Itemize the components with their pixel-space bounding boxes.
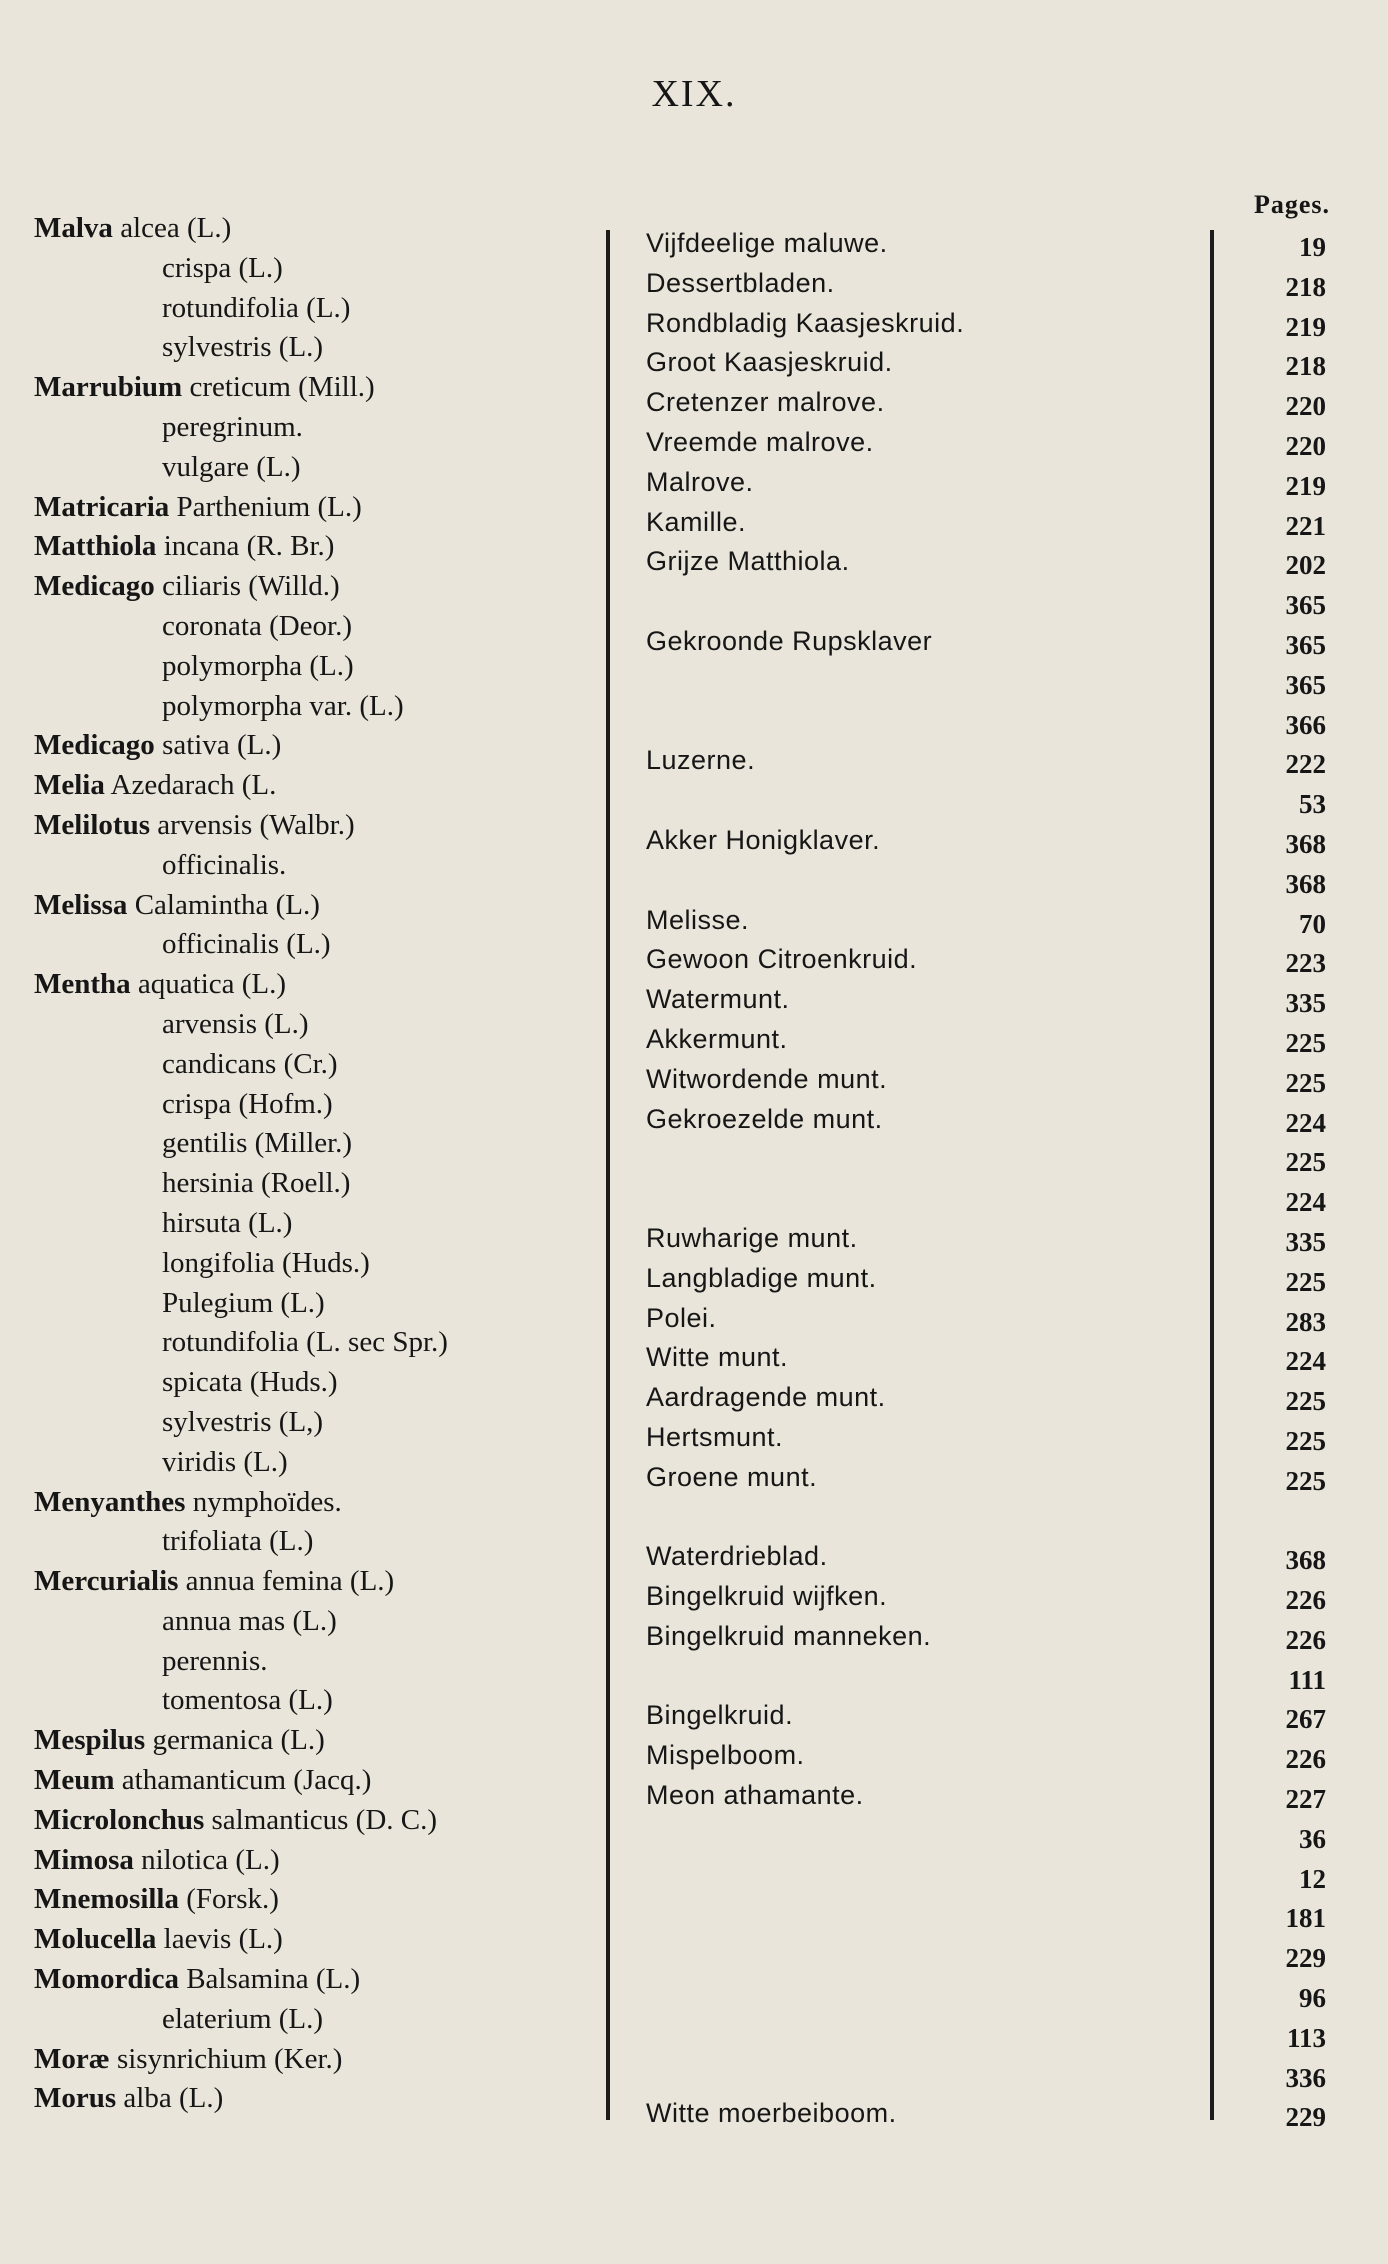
- genus-name: Morus: [34, 2082, 117, 2115]
- species-name: gentilis (Miller.): [162, 1127, 353, 1160]
- species-name: (Forsk.): [186, 1883, 279, 1916]
- page-reference: 70: [1299, 908, 1326, 939]
- species-name: rotundifolia (L.): [162, 291, 351, 324]
- dutch-name: Ruwharige munt.: [646, 1222, 858, 1253]
- genus-name: Matricaria: [34, 490, 170, 523]
- dutch-name: Langbladige munt.: [646, 1262, 877, 1293]
- genus-name: Mercurialis: [34, 1565, 179, 1598]
- latin-name: [162, 1167, 350, 1200]
- species-name: polymorpha var. (L.): [162, 689, 404, 722]
- latin-name: [162, 1207, 292, 1240]
- index-row: [0, 1127, 1388, 1178]
- species-name: hirsuta (L.): [162, 1206, 293, 1239]
- species-name: longifolia (Huds.): [162, 1246, 370, 1279]
- species-name: peregrinum.: [162, 410, 303, 443]
- dutch-name: Polei.: [646, 1302, 717, 1333]
- genus-name: Malva: [34, 212, 113, 244]
- genus-name: Melia: [34, 769, 105, 802]
- species-name: Parthenium (L.): [176, 490, 362, 523]
- index-row: [0, 1167, 1388, 1218]
- genus-name: Mespilus: [34, 1724, 146, 1757]
- page-reference: 224: [1285, 1107, 1326, 1138]
- page-reference: 219: [1285, 470, 1326, 501]
- latin-name: [162, 1525, 313, 1558]
- species-name: trifoliata (L.): [162, 1525, 314, 1558]
- index-row: [0, 371, 1388, 422]
- genus-name: Mentha: [34, 968, 131, 1001]
- latin-name: [162, 331, 323, 364]
- species-name: creticum (Mill.): [189, 371, 375, 404]
- species-name: tomentosa (L.): [162, 1684, 333, 1717]
- index-row: [0, 1405, 1388, 1456]
- genus-name: Marrubium: [34, 371, 183, 404]
- latin-name: [162, 1127, 352, 1160]
- dutch-name: Witte moerbeiboom.: [646, 2098, 897, 2129]
- index-row: [0, 2042, 1388, 2093]
- index-row: [0, 1724, 1388, 1775]
- latin-name: [34, 889, 320, 922]
- page-reference: 220: [1285, 430, 1326, 461]
- page-reference: 220: [1285, 391, 1326, 422]
- dutch-name: Cretenzer malrove.: [646, 387, 885, 418]
- index-row: [0, 1326, 1388, 1377]
- genus-name: Menyanthes: [34, 1485, 186, 1518]
- genus-name: Melissa: [34, 888, 128, 921]
- species-name: alba (L.): [123, 2082, 224, 2115]
- genus-name: Melilotus: [34, 808, 150, 841]
- page-reference: 225: [1285, 1027, 1326, 1058]
- index-row: [0, 1087, 1388, 1138]
- dutch-name: Bingelkruid.: [646, 1700, 794, 1731]
- page-reference: 36: [1299, 1823, 1326, 1854]
- genus-name: Matthiola: [34, 530, 157, 563]
- index-row: [0, 490, 1388, 541]
- index-row: [0, 2002, 1388, 2053]
- pages-column-header: Pages.: [1253, 190, 1330, 219]
- page-reference: 225: [1285, 1147, 1326, 1178]
- latin-name: [34, 968, 286, 1001]
- species-name: sativa (L.): [162, 729, 282, 762]
- species-name: viridis (L.): [162, 1445, 288, 1478]
- latin-name: [162, 1287, 325, 1320]
- species-name: Pulegium (L.): [162, 1286, 325, 1319]
- latin-name: [162, 1684, 333, 1717]
- dutch-name: Waterdrieblad.: [646, 1541, 828, 1572]
- page-reference: 181: [1285, 1903, 1326, 1934]
- species-name: crispa (L.): [162, 251, 283, 284]
- page-reference: 267: [1285, 1704, 1326, 1735]
- species-name: sylvestris (L.): [162, 331, 324, 364]
- index-row: [0, 1604, 1388, 1655]
- species-name: annua femina (L.): [185, 1565, 395, 1598]
- index-row: [0, 410, 1388, 461]
- index-row: [0, 1883, 1388, 1934]
- species-name: Balsamina (L.): [186, 1963, 361, 1996]
- latin-name: [162, 252, 283, 285]
- species-name: candicans (Cr.): [162, 1047, 338, 1080]
- latin-name: [34, 2043, 342, 2076]
- dutch-name: Vreemde malrove.: [646, 426, 874, 457]
- latin-name: [34, 491, 362, 524]
- page-reference: 111: [1288, 1664, 1326, 1695]
- latin-name: [34, 1486, 342, 1519]
- page-reference: 202: [1285, 550, 1326, 581]
- index-row: [0, 1684, 1388, 1735]
- page-reference: 368: [1285, 1545, 1326, 1576]
- page-reference: 283: [1285, 1306, 1326, 1337]
- species-name: sylvestris (L,): [162, 1405, 324, 1438]
- index-row: [0, 1007, 1388, 1058]
- latin-name: [162, 1247, 370, 1280]
- species-name: coronata (Deor.): [162, 609, 353, 642]
- page-reference: 12: [1299, 1863, 1326, 1894]
- index-row: [0, 729, 1388, 780]
- species-name: crispa (Hofm.): [162, 1087, 333, 1120]
- page-reference: 226: [1285, 1585, 1326, 1616]
- latin-name: [162, 1048, 338, 1081]
- latin-name: [34, 371, 375, 404]
- latin-name: [162, 849, 286, 882]
- species-name: nymphoïdes.: [192, 1485, 342, 1518]
- latin-name: [34, 1804, 437, 1837]
- page-reference: 366: [1285, 709, 1326, 740]
- index-row: [0, 689, 1388, 740]
- index-row: [0, 649, 1388, 700]
- dutch-name: Aardragende munt.: [646, 1382, 886, 1413]
- index-row: [0, 1525, 1388, 1576]
- dutch-name: Luzerne.: [646, 745, 756, 776]
- index-row: [0, 1565, 1388, 1616]
- index-row: [0, 1047, 1388, 1098]
- latin-name: [34, 212, 231, 245]
- latin-name: [162, 1366, 338, 1399]
- index-row: [0, 1803, 1388, 1854]
- index-row: [0, 1366, 1388, 1417]
- species-name: arvensis (L.): [162, 1007, 309, 1040]
- dutch-name: Bingelkruid manneken.: [646, 1620, 932, 1651]
- page-reference: 335: [1285, 1226, 1326, 1257]
- latin-name: [34, 530, 334, 563]
- dutch-name: Akker Honigklaver.: [646, 824, 881, 855]
- latin-name: [34, 1724, 325, 1757]
- species-name: Azedarach (L.: [110, 769, 277, 802]
- page-reference: 113: [1286, 2022, 1326, 2053]
- page-reference: 226: [1285, 1624, 1326, 1655]
- latin-name: [34, 1923, 283, 1956]
- species-name: incana (R. Br.): [163, 530, 335, 563]
- latin-name: [34, 1565, 394, 1598]
- index-row: [0, 888, 1388, 939]
- genus-name: Mnemosilla: [34, 1883, 179, 1916]
- latin-name: [34, 809, 355, 842]
- dutch-name: Meon athamante.: [646, 1780, 864, 1811]
- page-reference: 365: [1285, 669, 1326, 700]
- genus-name: Meum: [34, 1764, 115, 1797]
- latin-name: [162, 1446, 288, 1479]
- species-name: elaterium (L.): [162, 2002, 324, 2035]
- genus-name: Momordica: [34, 1963, 179, 1996]
- page-reference: 218: [1285, 271, 1326, 302]
- page-number: XIX.: [651, 73, 737, 115]
- species-name: hersinia (Roell.): [162, 1167, 351, 1200]
- page-reference: 365: [1285, 590, 1326, 621]
- latin-name: [162, 1406, 323, 1439]
- genus-name: Medicago: [34, 570, 155, 603]
- dutch-name: Dessertbladen.: [646, 267, 835, 298]
- index-row: [0, 1923, 1388, 1974]
- dutch-name: Akkermunt.: [646, 1023, 788, 1054]
- species-index-list: [0, 212, 1388, 2133]
- index-row: [0, 928, 1388, 979]
- species-name: arvensis (Walbr.): [157, 808, 355, 841]
- species-name: vulgare (L.): [162, 450, 301, 483]
- index-row: [0, 968, 1388, 1019]
- index-row: [0, 609, 1388, 660]
- index-row: [0, 1644, 1388, 1695]
- species-name: laevis (L.): [163, 1923, 283, 1956]
- species-name: perennis.: [162, 1644, 268, 1677]
- page-reference: 225: [1285, 1067, 1326, 1098]
- index-row: [0, 1843, 1388, 1894]
- dutch-name: Hertsmunt.: [646, 1421, 784, 1452]
- latin-name: [162, 411, 303, 444]
- latin-name: [162, 2003, 323, 2036]
- genus-name: Mimosa: [34, 1843, 134, 1876]
- species-name: Calamintha (L.): [134, 888, 320, 921]
- page-reference: 221: [1285, 510, 1326, 541]
- page-reference: 229: [1285, 1943, 1326, 1974]
- dutch-name: Vijfdeelige maluwe.: [646, 228, 888, 258]
- index-row: [0, 1246, 1388, 1297]
- dutch-name: Gewoon Citroenkruid.: [646, 944, 918, 975]
- index-row: [0, 1764, 1388, 1815]
- latin-name: [162, 1088, 333, 1121]
- genus-name: Medicago: [34, 729, 155, 762]
- latin-name: [162, 451, 301, 484]
- genus-name: Microlonchus: [34, 1803, 205, 1836]
- latin-name: [34, 2082, 223, 2115]
- latin-name: [162, 1326, 448, 1359]
- latin-name: [34, 1963, 360, 1996]
- dutch-name: Groot Kaasjeskruid.: [646, 347, 893, 378]
- dutch-name: Gekroezelde munt.: [646, 1103, 883, 1134]
- page-reference: 335: [1285, 988, 1326, 1019]
- index-row: [0, 848, 1388, 899]
- latin-name: [34, 1883, 279, 1916]
- index-row: [0, 450, 1388, 501]
- page-reference: 225: [1285, 1425, 1326, 1456]
- species-name: officinalis.: [162, 848, 287, 881]
- dutch-name: Mispelboom.: [646, 1740, 805, 1771]
- species-name: officinalis (L.): [162, 928, 331, 961]
- latin-name: [162, 292, 350, 325]
- page-reference: 227: [1285, 1784, 1326, 1815]
- dutch-name: Bingelkruid wijfken.: [646, 1581, 888, 1612]
- dutch-name: Melisse.: [646, 904, 750, 935]
- latin-name: [34, 570, 340, 603]
- page-reference: 225: [1285, 1386, 1326, 1417]
- page-reference: 368: [1285, 828, 1326, 859]
- page-reference: 19: [1299, 232, 1326, 262]
- page-reference: 222: [1285, 749, 1326, 780]
- dutch-name: Witte munt.: [646, 1342, 789, 1373]
- index-row: [0, 1445, 1388, 1496]
- genus-name: Molucella: [34, 1923, 157, 1956]
- dutch-name: Kamille.: [646, 506, 747, 537]
- latin-name: [34, 729, 281, 762]
- page-reference: 219: [1285, 311, 1326, 342]
- species-name: annua mas (L.): [162, 1604, 337, 1637]
- dutch-name: Groene munt.: [646, 1461, 818, 1492]
- latin-name: [162, 650, 354, 683]
- dutch-name: Rondbladig Kaasjeskruid.: [646, 307, 965, 338]
- page-reference: 223: [1285, 948, 1326, 979]
- page-reference: 53: [1299, 789, 1326, 820]
- page-reference: 96: [1299, 1983, 1326, 2014]
- page-reference: 224: [1285, 1187, 1326, 1218]
- page-reference: 226: [1285, 1744, 1326, 1775]
- index-row: [0, 570, 1388, 621]
- species-name: alcea (L.): [120, 212, 232, 244]
- species-name: aquatica (L.): [137, 968, 287, 1001]
- index-row: [0, 2082, 1388, 2133]
- index-row: [0, 1963, 1388, 2014]
- latin-name: [162, 928, 331, 961]
- latin-name: [34, 1764, 371, 1797]
- page-reference: 225: [1285, 1266, 1326, 1297]
- index-row: [0, 769, 1388, 820]
- species-name: sisynrichium (Ker.): [116, 2042, 343, 2075]
- page-reference: 336: [1285, 2062, 1326, 2093]
- species-name: athamanticum (Jacq.): [121, 1764, 372, 1797]
- latin-name: [34, 769, 276, 802]
- page-reference: 229: [1285, 2102, 1326, 2133]
- index-row: [0, 291, 1388, 342]
- latin-name: [162, 1605, 337, 1638]
- species-name: ciliaris (Willd.): [162, 570, 340, 603]
- index-row: [0, 331, 1388, 382]
- index-row: [0, 1206, 1388, 1257]
- dutch-name: Gekroonde Rupsklaver: [646, 625, 933, 656]
- latin-name: [162, 690, 404, 723]
- index-row: [0, 212, 1388, 262]
- dutch-name: Witwordende munt.: [646, 1063, 888, 1094]
- page-reference: 368: [1285, 868, 1326, 899]
- latin-name: [162, 1645, 268, 1678]
- page-reference: 218: [1285, 351, 1326, 382]
- index-row: [0, 1486, 1388, 1526]
- species-name: spicata (Huds.): [162, 1366, 338, 1399]
- genus-name: Moræ: [34, 2042, 110, 2075]
- index-row: [0, 808, 1388, 859]
- dutch-name: Malrove.: [646, 466, 754, 497]
- species-name: salmanticus (D. C.): [211, 1803, 438, 1836]
- species-name: germanica (L.): [152, 1724, 325, 1757]
- species-name: nilotica (L.): [141, 1843, 280, 1876]
- dutch-name: Watermunt.: [646, 984, 790, 1015]
- latin-name: [162, 610, 352, 643]
- species-name: polymorpha (L.): [162, 649, 354, 682]
- index-row: [0, 1286, 1388, 1337]
- index-row: [0, 251, 1388, 302]
- page-reference: 224: [1285, 1346, 1326, 1377]
- page-reference: 225: [1285, 1465, 1326, 1496]
- index-row: [0, 530, 1388, 581]
- latin-name: [34, 1844, 280, 1877]
- latin-name: [162, 1008, 309, 1041]
- page-reference: 365: [1285, 629, 1326, 660]
- species-name: rotundifolia (L. sec Spr.): [162, 1326, 448, 1359]
- dutch-name: Grijze Matthiola.: [646, 546, 850, 577]
